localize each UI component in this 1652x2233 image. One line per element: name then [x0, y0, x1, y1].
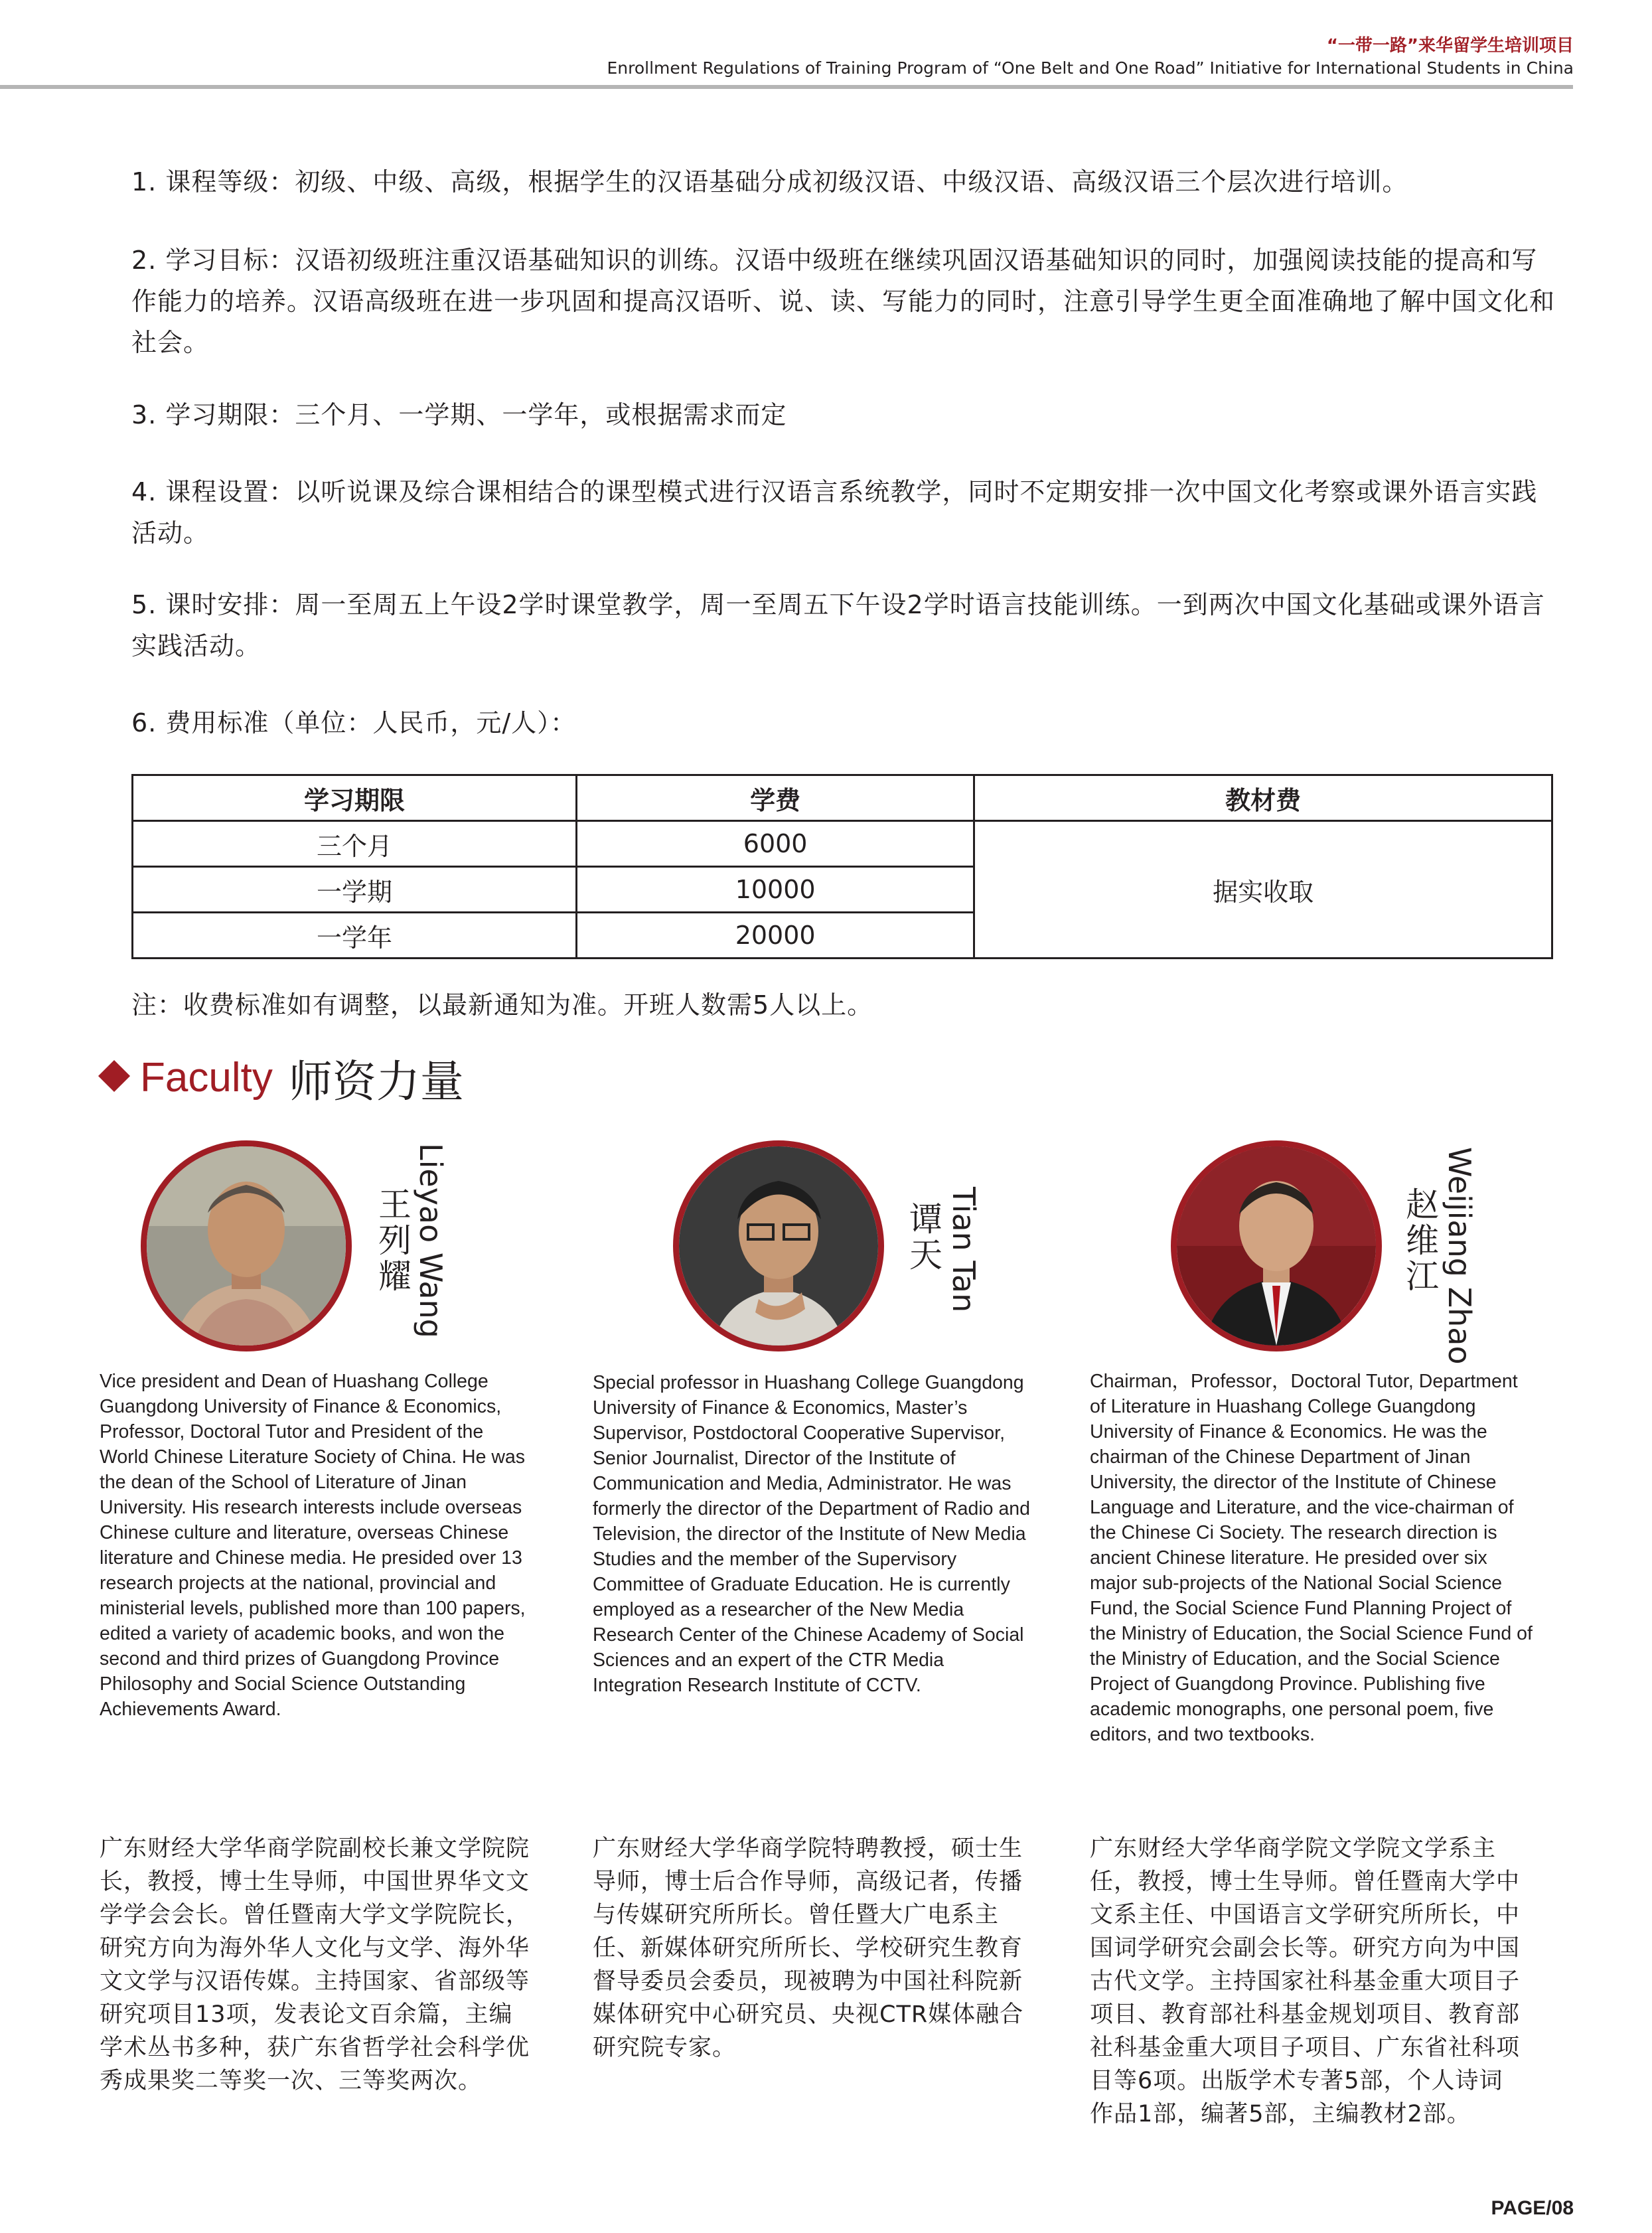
faculty-name-en: Weijiang Zhao	[1442, 1147, 1477, 1365]
item-course-level: 1. 课程等级：初级、中级、高级，根据学生的汉语基础分成初级汉语、中级汉语、高级汉语三个层次进行培训。	[131, 167, 1408, 196]
header-title-en: Enrollment Regulations of Training Program of “One Belt and One Road” Initiative for International Students in China	[607, 58, 1574, 78]
item-curriculum: 4. 课程设置：以听说课及综合课相结合的课型模式进行汉语言系统教学，同时不定期安排一次中国文化考察或课外语言实践活动。	[131, 477, 1538, 548]
table-cell-material-fee: 据实收取	[974, 821, 1552, 959]
faculty-name-cn: 王列耀	[373, 1187, 412, 1294]
item-learning-goal: 2. 学习目标：汉语初级班注重汉语基础知识的训练。汉语中级班在继续巩固汉语基础知识的同时，加强阅读技能的提高和写作能力的培养。汉语高级班在进一步巩固和提高汉语听、说、读、写能力的同时，注意引导学生更全面准确地了解中国文化和社会。	[131, 246, 1556, 357]
faculty-bio-en: Vice president and Dean of Huashang College Guangdong University of Finance & Economics, Professor, Doctoral Tutor and President of the World Chinese Literature Society of China. He was the dean of the School of Literature of Jinan University. His research interests include overseas Chinese culture and literature, overseas Chinese literature and Chinese media. He presided over 13 research projects at the national, provincial and ministerial levels, published more than 100 papers, edited a variety of academic books, and won the second and third prizes of Guangdong Province Philosophy and Social Science Outstanding Achievements Award.	[100, 1371, 526, 1720]
item-schedule: 5. 课时安排：周一至周五上午设2学时课堂教学，周一至周五下午设2学时语言技能训练。一到两次中国文化基础或课外语言实践活动。	[131, 590, 1545, 660]
faculty-heading-en: Faculty	[140, 1055, 273, 1101]
header-divider	[0, 85, 1573, 89]
faculty-bio-cn: 广东财经大学华商学院特聘教授，硕士生导师，博士后合作导师，高级记者，传播与传媒研究所所长。曾任暨大广电系主任、新媒体研究所所长、学校研究生教育督导委员会委员，现被聘为中国社科院新媒体研究中心研究员、央视CTR媒体融合研究院专家。	[593, 1835, 1024, 2061]
faculty-name-cn: 赵维江	[1400, 1187, 1439, 1294]
fee-table	[131, 774, 1553, 959]
table-cell-period: 一学期	[133, 867, 577, 913]
table-cell-fee: 6000	[577, 821, 974, 867]
faculty-name-cn: 谭天	[904, 1201, 942, 1273]
diamond-bullet-icon	[98, 1059, 130, 1091]
portrait-man-icon	[679, 1146, 878, 1346]
table-header-cell: 教材费	[974, 775, 1552, 821]
faculty-name-en: Lieyao Wang	[413, 1143, 449, 1338]
table-header-row	[133, 775, 1552, 821]
item-fee-standard: 6. 费用标准（单位：人民币，元/人）：	[131, 708, 577, 737]
faculty-bio-en: Special professor in Huashang College Guangdong University of Finance & Economics, Master’s Supervisor, Postdoctoral Cooperative Supervisor, Senior Journalist, Director of the Institute of Communication and Media, Administrator. He was formerly the director of the Department of Radio and Television, the director of the Institute of New Media Studies and the member of the Supervisory Committee of Graduate Education. He is currently employed as a researcher of the New Media Research Center of the Chinese Academy of Social Sciences and an expert of the CTR Media Integration Research Institute of CCTV.	[593, 1372, 1030, 1696]
faculty-photo	[141, 1140, 352, 1351]
table-header-cell: 学习期限	[133, 775, 577, 821]
table-row	[133, 821, 1552, 867]
table-header-cell: 学费	[577, 775, 974, 821]
header-title-cn: “一带一路”来华留学生培训项目	[1326, 36, 1574, 56]
table-cell-period: 一学年	[133, 913, 577, 959]
faculty-heading-cn: 师资力量	[288, 1056, 464, 1107]
faculty-bio-cn: 广东财经大学华商学院文学院文学系主任，教授，博士生导师。曾任暨南大学中文系主任、中国语言文学研究所所长，中国词学研究会副会长等。研究方向为中国古代文学。主持国家社科基金重大项目子项目、教育部社科基金规划项目、教育部社科基金重大项目子项目、广东省社科项目等6项。出版学术专著5部，个人诗词作品1部，编著5部，主编教材2部。	[1090, 1835, 1521, 2127]
faculty-name-en: Tian Tan	[946, 1187, 982, 1313]
portrait-man-icon	[147, 1146, 346, 1346]
portrait-man-icon	[1177, 1146, 1376, 1346]
faculty-bio-en: Chairman，Professor，Doctoral Tutor, Department of Literature in Huashang College Guangdong University of Finance & Economics. He was the chairman of the Chinese Department of Jinan University, the director of the Institute of Chinese Language and Literature, and the vice-chairman of the Chinese Ci Society. The research direction is ancient Chinese literature. He presided over six major sub-projects of the National Social Science Fund, the Social Science Fund Planning Project of the Ministry of Education, the Social Science Fund of the Ministry of Education, and the Social Science Project of Guangdong Province. Publishing five academic monographs, one personal poem, five editors, and two textbooks.	[1090, 1371, 1533, 1745]
table-cell-fee: 10000	[577, 867, 974, 913]
table-cell-period: 三个月	[133, 821, 577, 867]
table-cell-fee: 20000	[577, 913, 974, 959]
faculty-heading	[96, 1046, 464, 1109]
item-duration: 3. 学习期限：三个月、一学期、一学年，或根据需求而定	[131, 400, 787, 429]
faculty-bio-cn: 广东财经大学华商学院副校长兼文学院院长，教授，博士生导师，中国世界华文文学学会会长。曾任暨南大学文学院院长，研究方向为海外华人文化与文学、海外华文文学与汉语传媒。主持国家、省部级等研究项目13项，发表论文百余篇，主编学术丛书多种，获广东省哲学社会科学优秀成果奖二等奖一次、三等奖两次。	[100, 1835, 530, 2094]
faculty-photo	[673, 1140, 884, 1351]
page-number: PAGE/08	[1491, 2197, 1574, 2219]
fee-note: 注：收费标准如有调整，以最新通知为准。开班人数需5人以上。	[131, 990, 873, 1020]
faculty-photo	[1171, 1140, 1382, 1351]
